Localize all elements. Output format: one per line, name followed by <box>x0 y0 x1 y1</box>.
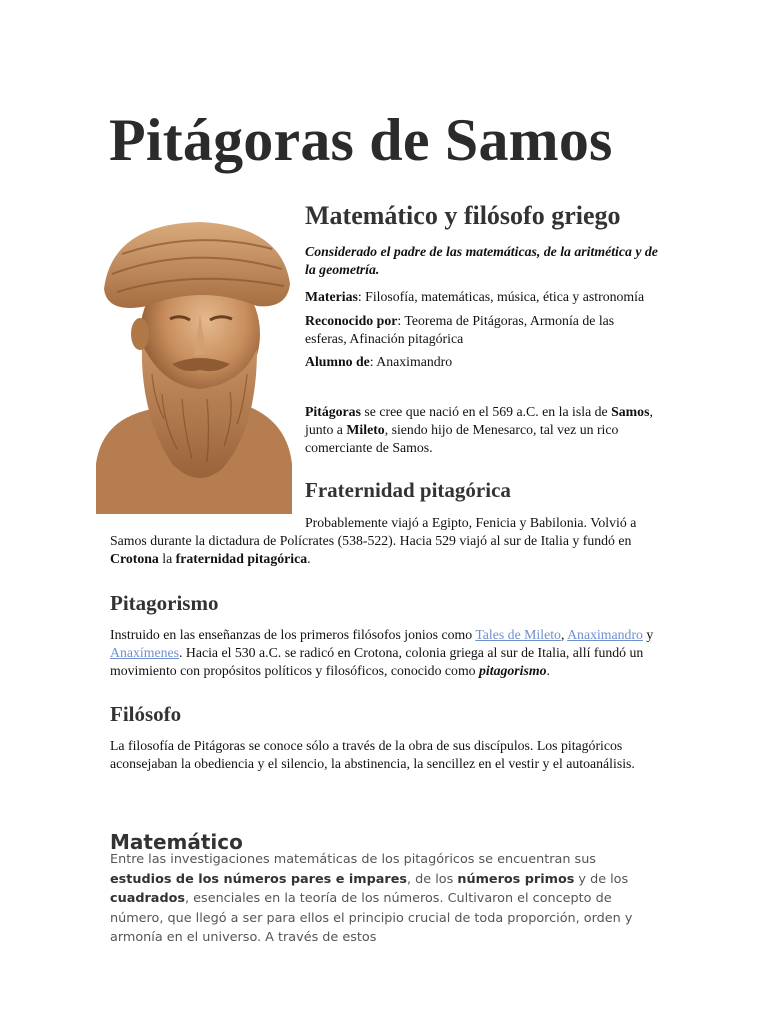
section-heading-fraternidad: Fraternidad pitagórica <box>305 478 511 502</box>
pythagoras-bust-image <box>92 214 294 520</box>
matematico-bold-3: cuadrados <box>110 891 186 906</box>
subtitle: Matemático y filósofo griego <box>305 201 621 230</box>
section-heading-filosofo: Filósofo <box>110 702 182 726</box>
reconocido-row <box>305 312 645 348</box>
reconocido-label: Reconocido por <box>305 313 398 328</box>
materias-value: : Filosofía, matemáticas, música, ética y astronomía <box>357 289 645 304</box>
fraternidad-term: fraternidad pitagórica <box>175 551 308 566</box>
birth-name: Pitágoras <box>305 404 361 419</box>
fraternidad-text-1: Probablemente viajó a Egipto, Fenicia y Babilonia. Volvió a Samos durante la dictadura de Polícrates (538-522). Hacia 529 viajó al sur de Italia y fundó en <box>110 515 637 548</box>
pitagorismo-text-3: . <box>546 663 550 678</box>
matematico-paragraph <box>110 850 650 948</box>
pitagorismo-text-2: . Hacia el 530 a.C. se radicó en Crotona, colonia griega al sur de Italia, allí fundó un movimiento con propósitos políticos y filosóficos, conocido como <box>110 645 644 678</box>
pitagorismo-term: pitagorismo <box>479 663 547 678</box>
matematico-text-3: y de los <box>574 871 629 887</box>
reconocido-value: : Teorema de Pitágoras, Armonía de las esferas, Afinación pitagórica <box>305 313 615 346</box>
fraternidad-crotona: Crotona <box>110 551 159 566</box>
matematico-bold-1: estudios de los números pares e impares <box>110 871 408 887</box>
alumno-value: : Anaximandro <box>369 354 453 369</box>
matematico-bold-2: números primos <box>457 871 575 887</box>
materias-row <box>305 288 665 306</box>
pitagorismo-text-1: Instruido en las enseñanzas de los primeros filósofos jonios como <box>110 627 476 642</box>
link-anaximandro[interactable]: Anaximandro <box>567 627 643 642</box>
pitagorismo-paragraph <box>110 626 660 680</box>
materias-label: Materias <box>305 289 358 304</box>
filosofo-paragraph: La filosofía de Pitágoras se conoce sólo a través de la obra de sus discípulos. Los pitagóricos aconsejaban la obediencia y el silencio, la abstinencia, la sencillez en el vestir y el autoanálisis. <box>110 738 635 771</box>
fraternidad-paragraph <box>110 514 655 568</box>
fraternidad-text-2: la <box>158 551 176 566</box>
page-title: Pitágoras de Samos <box>109 107 613 173</box>
birth-samos: Samos <box>611 404 650 419</box>
link-tales-de-mileto[interactable]: Tales de Mileto <box>475 627 561 642</box>
birth-mileto: Mileto <box>346 422 385 437</box>
fraternidad-text-3: . <box>307 551 311 566</box>
matematico-text-2: , de los <box>407 871 458 887</box>
section-heading-matematico: Matemático <box>110 829 243 854</box>
link-anaximenes[interactable]: Anaxímenes <box>110 645 179 660</box>
birth-text-3: , siendo hijo de Menesarco, tal vez un rico comerciante de Samos. <box>305 422 619 455</box>
pitagorismo-sep-2: y <box>642 627 654 642</box>
section-heading-pitagorismo: Pitagorismo <box>110 591 219 615</box>
matematico-text-1: Entre las investigaciones matemáticas de los pitagóricos se encuentran sus <box>110 852 596 867</box>
matematico-text-4: , esenciales en la teoría de los números. Cultivaron el concepto de número, que llegó a ser para ellos el principio crucial de toda proporción, orden y armonía en el universo. A través de estos <box>110 891 633 945</box>
alumno-row <box>305 353 645 371</box>
birth-text-1: se cree que nació en el 569 a.C. en la isla de <box>360 404 612 419</box>
pitagorismo-sep-1: , <box>560 627 568 642</box>
intro-text: Considerado el padre de las matemáticas, de la aritmética y de la geometría. <box>305 244 658 277</box>
birth-text-2: , junto a <box>305 404 653 437</box>
alumno-label: Alumno de <box>305 354 370 369</box>
birth-paragraph <box>305 403 655 457</box>
